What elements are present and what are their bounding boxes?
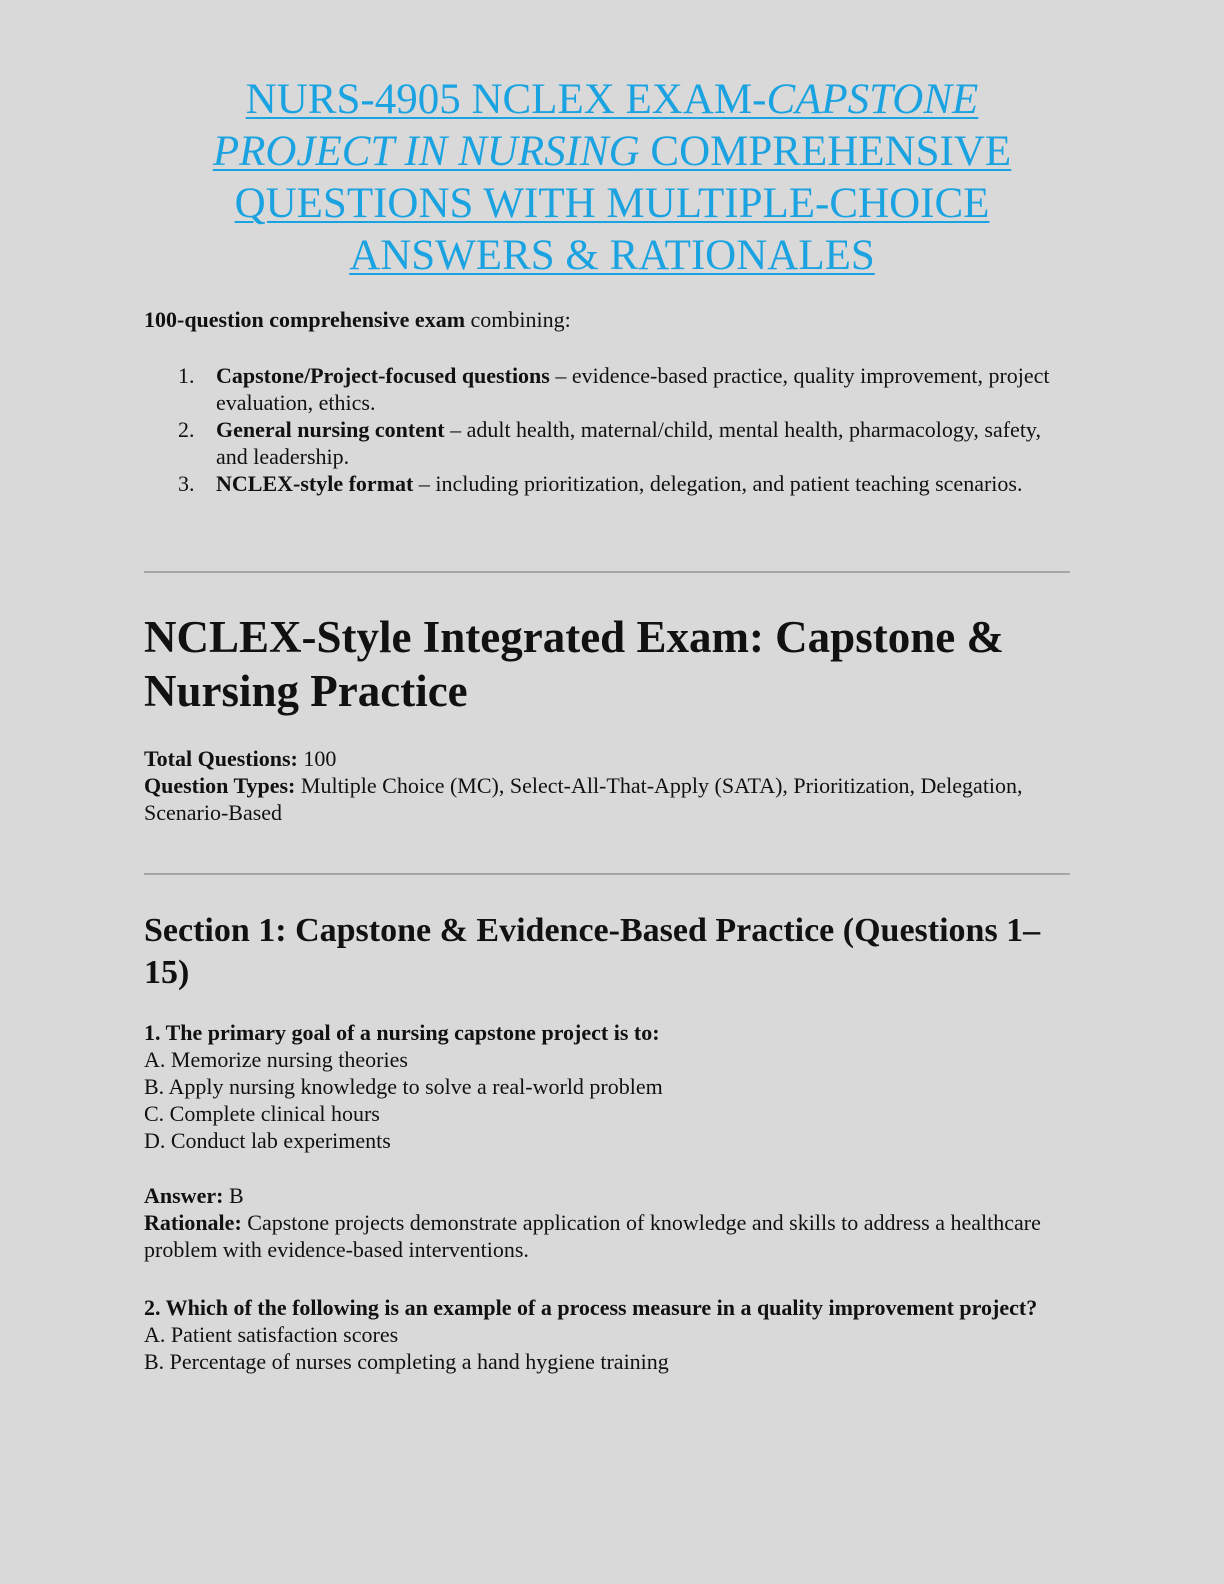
answer-line	[144, 1182, 1044, 1209]
total-label: Total Questions:	[144, 746, 298, 771]
list-number: 2.	[178, 417, 195, 442]
divider	[144, 571, 1070, 573]
list-item-text: – including prioritization, delegation, and patient teaching scenarios.	[413, 471, 1023, 496]
exam-info	[144, 745, 1044, 826]
intro-rest: combining:	[465, 307, 571, 332]
exam-heading: NCLEX-Style Integrated Exam: Capstone & Nursing Practice	[144, 612, 1004, 716]
question-stem-text: 2. Which of the following is an example of a process measure in a quality improvement project?	[144, 1295, 1038, 1320]
question-stem-text: 1. The primary goal of a nursing capstone project is to:	[144, 1020, 660, 1045]
rationale-text: Capstone projects demonstrate application of knowledge and skills to address a healthcare problem with evidence-based interventions.	[144, 1210, 1041, 1262]
rationale-label: Rationale:	[144, 1210, 242, 1235]
section-heading: Section 1: Capstone & Evidence-Based Practice (Questions 1–15)	[144, 912, 1041, 991]
option-a: A. Patient satisfaction scores	[144, 1322, 399, 1347]
list-item-text: – evidence-based practice, quality improvement, project evaluation, ethics.	[216, 363, 1050, 415]
question-1	[144, 1019, 1044, 1263]
list-number: 1.	[178, 363, 195, 388]
option-a: A. Memorize nursing theories	[144, 1047, 408, 1072]
question-stem	[144, 1294, 1044, 1321]
title-italic: CAPSTONE PROJECT IN NURSING	[212, 76, 979, 175]
types-value: Multiple Choice (MC), Select-All-That-Apply (SATA), Prioritization, Delegation, Scenario-Based	[144, 773, 1023, 825]
document-title[interactable]	[150, 74, 1074, 282]
list-item	[144, 416, 1064, 470]
list-item-bold: NCLEX-style format	[216, 471, 414, 496]
title-part-2: COMPREHENSIVE QUESTIONS WITH MULTIPLE-CHOICE ANSWERS & RATIONALES	[234, 128, 1012, 279]
list-item-text: – adult health, maternal/child, mental health, pharmacology, safety, and leadership.	[216, 417, 1042, 469]
list-number: 3.	[178, 471, 195, 496]
question-types	[144, 772, 1044, 826]
title-part-1: NURS-4905 NCLEX EXAM-	[245, 76, 767, 123]
divider	[144, 873, 1070, 875]
list-item	[144, 362, 1064, 416]
option-b: B. Apply nursing knowledge to solve a real-world problem	[144, 1074, 663, 1099]
intro-paragraph	[144, 306, 571, 333]
total-questions	[144, 745, 1044, 772]
option-c: C. Complete clinical hours	[144, 1101, 380, 1126]
total-value: 100	[297, 746, 337, 771]
rationale-line	[144, 1209, 1044, 1263]
intro-bold: 100-question comprehensive exam	[144, 307, 466, 332]
question-stem	[144, 1019, 1044, 1046]
answer-label: Answer:	[144, 1183, 224, 1208]
types-label: Question Types:	[144, 773, 296, 798]
list-item-bold: General nursing content	[216, 417, 445, 442]
list-item-bold: Capstone/Project-focused questions	[216, 363, 550, 388]
option-d: D. Conduct lab experiments	[144, 1128, 391, 1153]
option-b: B. Percentage of nurses completing a hand hygiene training	[144, 1349, 669, 1374]
answer-value: B	[223, 1183, 244, 1208]
question-2	[144, 1294, 1044, 1375]
list-item	[144, 470, 1064, 497]
intro-list	[144, 362, 1064, 497]
